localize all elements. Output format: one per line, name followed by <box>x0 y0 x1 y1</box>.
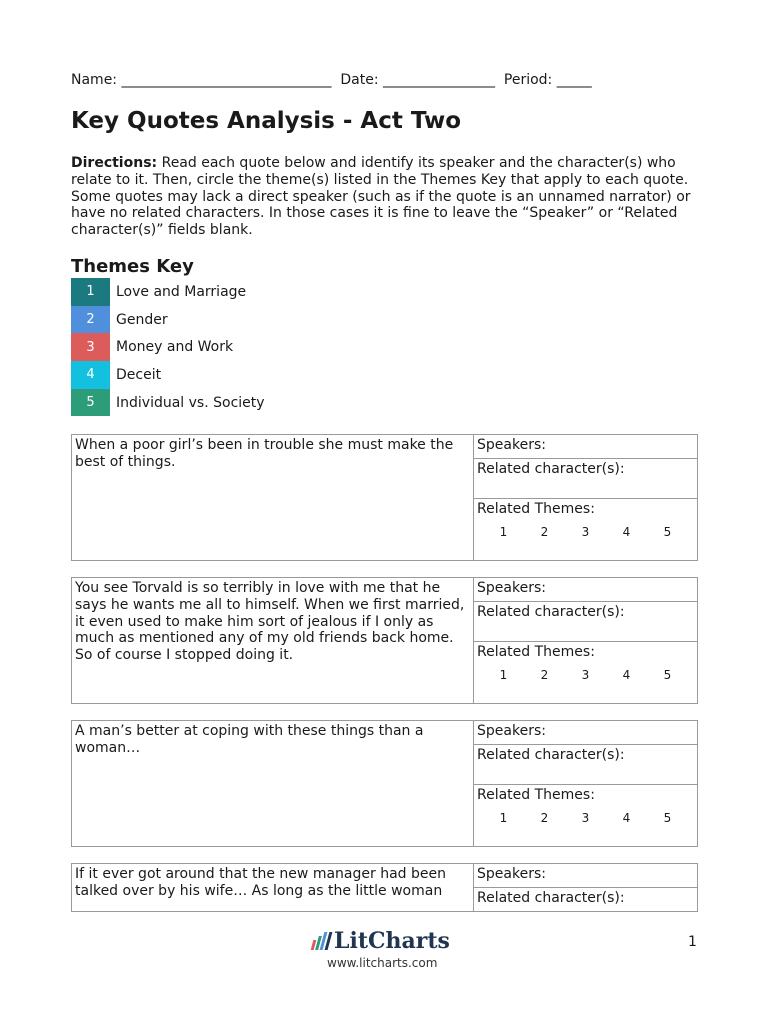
related-characters-field[interactable]: Related character(s): <box>474 602 697 642</box>
theme-label: Deceit <box>116 366 162 383</box>
quote-box <box>71 434 698 561</box>
speakers-field[interactable]: Speakers: <box>474 435 697 459</box>
quote-fields <box>474 578 697 703</box>
quote-fields <box>474 435 697 560</box>
theme-option[interactable]: 1 <box>499 525 508 539</box>
theme-row <box>71 389 265 417</box>
theme-option[interactable]: 4 <box>622 525 631 539</box>
related-themes-label: Related Themes: <box>477 501 595 517</box>
theme-label: Individual vs. Society <box>116 394 265 411</box>
litcharts-logo[interactable] <box>312 928 450 954</box>
theme-option[interactable]: 5 <box>663 811 672 825</box>
theme-number-badge: 4 <box>71 361 110 389</box>
quote-text: You see Torvald is so terribly in love with me that he says he wants me all to himself. When we first married, it even used to make him sort of jealous if I only as much as mentioned any of my old friends back home. So of course I stopped doing it. <box>72 578 474 703</box>
related-themes-field <box>474 785 697 846</box>
student-info-line: Name: ______________________________ Date: ________________ Period: _____ <box>71 72 592 88</box>
theme-label: Money and Work <box>116 339 234 356</box>
theme-option[interactable]: 1 <box>499 668 508 682</box>
theme-option[interactable]: 5 <box>663 668 672 682</box>
theme-number-badge: 1 <box>71 278 110 306</box>
theme-row <box>71 278 265 306</box>
themes-key-list <box>71 278 265 416</box>
logo-text: LitCharts <box>334 928 450 954</box>
theme-option[interactable]: 5 <box>663 525 672 539</box>
theme-option[interactable]: 4 <box>622 668 631 682</box>
theme-option[interactable]: 2 <box>540 811 549 825</box>
theme-number-options <box>477 811 694 825</box>
directions-paragraph <box>71 155 697 239</box>
theme-number-options <box>477 525 694 539</box>
quote-box <box>71 720 698 847</box>
quote-fields <box>474 864 697 911</box>
theme-option[interactable]: 4 <box>622 811 631 825</box>
related-themes-field <box>474 499 697 560</box>
theme-number-badge: 2 <box>71 306 110 334</box>
quote-box <box>71 577 698 704</box>
quote-text: A man’s better at coping with these things than a woman… <box>72 721 474 846</box>
theme-label: Gender <box>116 311 168 328</box>
theme-option[interactable]: 3 <box>581 525 590 539</box>
page-number: 1 <box>688 934 697 950</box>
theme-row <box>71 333 265 361</box>
logo-bars-icon <box>312 932 330 950</box>
quote-fields <box>474 721 697 846</box>
related-themes-field <box>474 642 697 703</box>
themes-key-heading: Themes Key <box>71 256 194 277</box>
theme-option[interactable]: 2 <box>540 525 549 539</box>
related-characters-field[interactable]: Related character(s): <box>474 459 697 499</box>
theme-number-options <box>477 668 694 682</box>
quote-box <box>71 863 698 912</box>
related-themes-label: Related Themes: <box>477 644 595 660</box>
theme-option[interactable]: 2 <box>540 668 549 682</box>
directions-label: Directions: <box>71 155 158 171</box>
theme-row <box>71 361 265 389</box>
related-characters-field[interactable]: Related character(s): <box>477 890 625 906</box>
theme-number-badge: 5 <box>71 389 110 417</box>
quote-text: When a poor girl’s been in trouble she must make the best of things. <box>72 435 474 560</box>
related-themes-label: Related Themes: <box>477 787 595 803</box>
theme-row <box>71 306 265 334</box>
speakers-field[interactable]: Speakers: <box>474 864 697 888</box>
theme-option[interactable]: 1 <box>499 811 508 825</box>
page-title: Key Quotes Analysis - Act Two <box>71 108 462 134</box>
quote-text: If it ever got around that the new manager had been talked over by his wife… As long as the little woman <box>72 864 474 911</box>
related-characters-field[interactable]: Related character(s): <box>474 745 697 785</box>
speakers-field[interactable]: Speakers: <box>474 721 697 745</box>
theme-option[interactable]: 3 <box>581 811 590 825</box>
footer-url[interactable]: www.litcharts.com <box>327 956 438 970</box>
speakers-field[interactable]: Speakers: <box>474 578 697 602</box>
theme-label: Love and Marriage <box>116 283 247 300</box>
theme-option[interactable]: 3 <box>581 668 590 682</box>
theme-number-badge: 3 <box>71 333 110 361</box>
directions-text: Read each quote below and identify its speaker and the character(s) who relate to it. Then, circle the theme(s) listed in the Themes Key that apply to each quote. Some quotes may lack a direct speaker (such as if the quote is an unnamed narrator) or have no related characters. In those cases it is fine to leave the “Speaker” or “Related character(s)” fields blank. <box>71 155 691 239</box>
